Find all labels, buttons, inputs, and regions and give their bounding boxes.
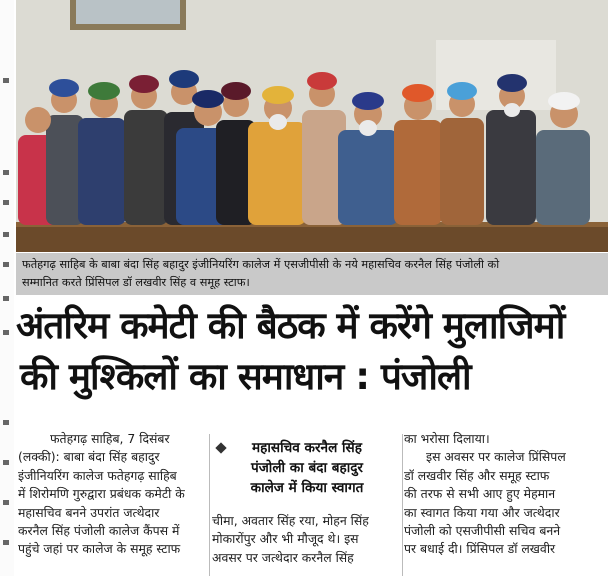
column-divider bbox=[209, 434, 210, 576]
headline-line-1: अंतरिम कमेटी की बैठक में करेंगे मुलाजिमों bbox=[16, 304, 565, 347]
margin-fragment bbox=[3, 420, 9, 425]
margin-fragment bbox=[3, 296, 9, 301]
left-margin-strip bbox=[0, 0, 14, 576]
article-line: का स्वागत किया गया और जत्थेदार bbox=[404, 504, 560, 520]
article-line: मोकारोंपुर और भी मौजूद थे। इस bbox=[212, 531, 359, 547]
caption-line-2: सम्मानित करते प्रिंसिपल डॉ लखवीर सिंह व समूह स्टाफ। bbox=[22, 276, 250, 289]
caption-line-1: फतेहगढ़ साहिब के बाबा बंदा सिंह बहादुर इंजीनियरिंग कालेज में एसजीपीसी के नये महासचिव करनैल सिंह पंजोली को bbox=[22, 258, 500, 271]
article-line: (लक्की): बाबा बंदा सिंह बहादुर bbox=[18, 449, 160, 465]
margin-fragment bbox=[3, 232, 9, 237]
article-line: पर बधाई दी। प्रिंसिपल डॉ लखवीर bbox=[404, 541, 556, 557]
margin-fragment bbox=[3, 330, 9, 335]
article-line: इंजीनियरिंग कालेज फतेहगढ़ साहिब bbox=[18, 467, 177, 483]
article-column-3 bbox=[404, 430, 610, 559]
column-divider bbox=[402, 434, 403, 576]
article-line: डॉ लखवीर सिंह और समूह स्टाफ bbox=[404, 467, 550, 483]
news-photo bbox=[16, 0, 608, 252]
headline bbox=[16, 300, 610, 402]
subheading-line: कालेज में किया स्वागत bbox=[250, 480, 364, 496]
article-line: पंजोली को एसजीपीसी सचिव बनने bbox=[404, 523, 561, 539]
margin-fragment bbox=[3, 78, 9, 83]
subheading bbox=[212, 438, 402, 498]
photo-caption bbox=[16, 253, 608, 295]
article-line: पहुंचे जहां पर कालेज के समूह स्टाफ bbox=[18, 541, 181, 557]
column-2-body bbox=[212, 512, 402, 567]
article-line: का भरोसा दिलाया। bbox=[404, 431, 490, 446]
headline-line-2: की मुश्किलों का समाधान : पंजोली bbox=[20, 355, 471, 398]
margin-fragment bbox=[3, 200, 9, 205]
article-line: फतेहगढ़ साहिब, 7 दिसंबर bbox=[50, 431, 170, 446]
margin-fragment bbox=[3, 170, 9, 175]
article-column-1 bbox=[18, 430, 214, 559]
article-line: महासचिव बनने उपरांत जत्थेदार bbox=[18, 504, 160, 520]
group-photo-illustration bbox=[16, 0, 608, 252]
article-line: करनैल सिंह पंजोली कालेज कैंपस में bbox=[18, 523, 180, 539]
article-column-2 bbox=[212, 438, 402, 567]
margin-fragment bbox=[3, 500, 9, 505]
margin-fragment bbox=[3, 262, 9, 267]
article-line: अवसर पर जत्थेदार करनैल सिंह bbox=[212, 549, 354, 565]
article-line: में शिरोमणि गुरुद्वारा प्रबंधक कमेटी के bbox=[18, 486, 185, 502]
article-line: चीमा, अवतार सिंह रया, मोहन सिंह bbox=[212, 513, 369, 528]
article-line: इस अवसर पर कालेज प्रिंसिपल bbox=[426, 449, 566, 465]
subheading-line: पंजोली का बंदा बहादुर bbox=[250, 460, 363, 476]
subheading-line: महासचिव करनैल सिंह bbox=[252, 440, 362, 456]
margin-fragment bbox=[3, 460, 9, 465]
margin-fragment bbox=[3, 540, 9, 545]
article-line: की तरफ से सभी आए हुए मेहमान bbox=[404, 486, 556, 502]
